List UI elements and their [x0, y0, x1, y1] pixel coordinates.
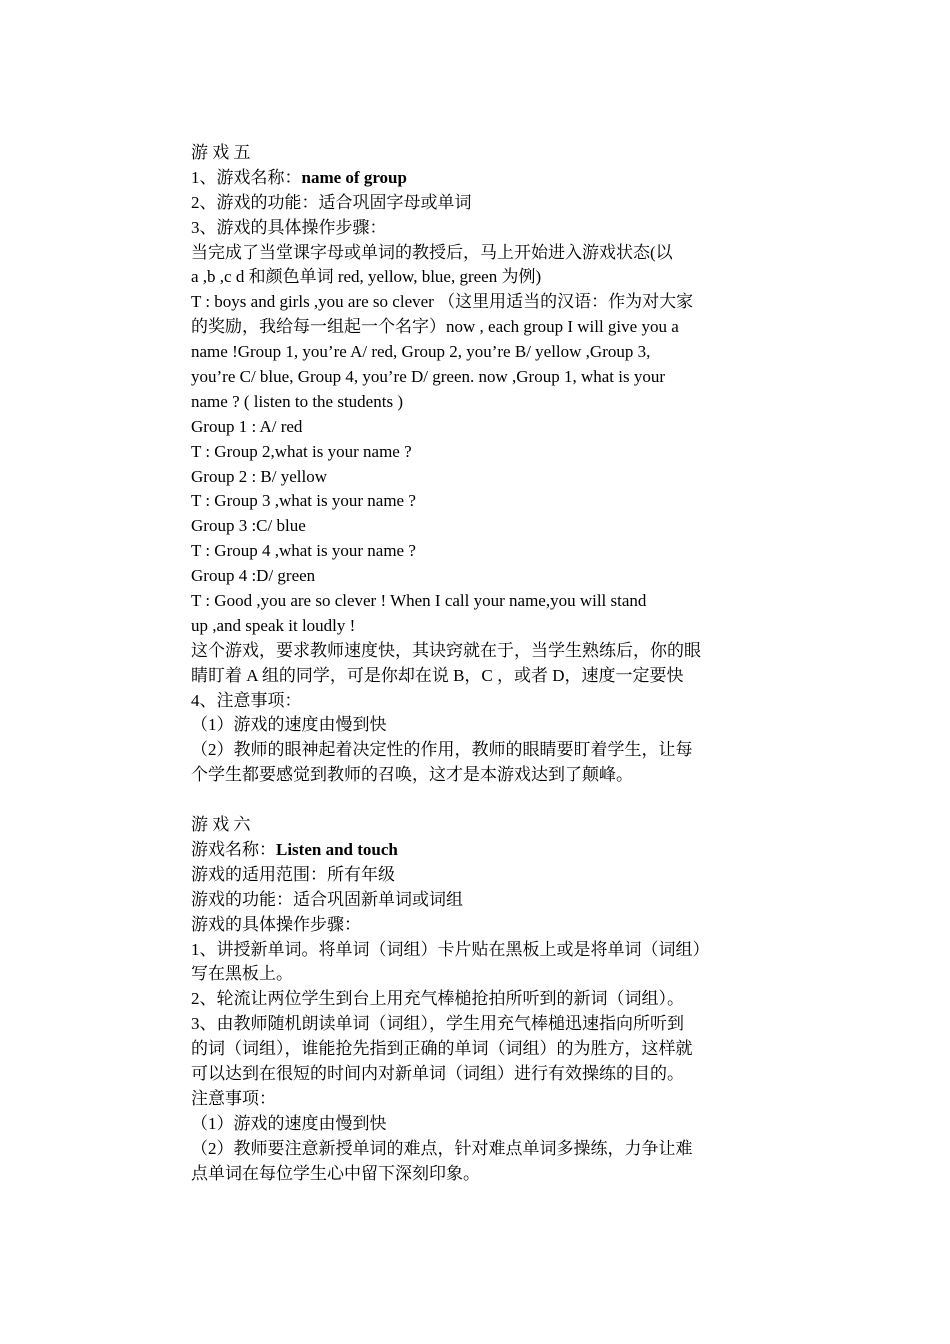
- game5-title: 游 戏 五: [191, 143, 251, 162]
- game5-name-value: name of group: [301, 167, 407, 187]
- text-line: 游戏的具体操作步骤：: [191, 914, 361, 934]
- text-line: 4、注意事项：: [191, 690, 302, 710]
- game5-steps-heading: 3、游戏的具体操作步骤：: [191, 217, 387, 237]
- text-line: 写在黑板上。: [191, 964, 293, 984]
- text-line: T : boys and girls ,you are so clever （这里用适当的汉语：作为对大家: [191, 292, 694, 312]
- text-line: name ? ( listen to the students ): [191, 391, 403, 411]
- text-line: Group 1 : A/ red: [191, 416, 303, 436]
- text-line: T : Group 3 ,what is your name ?: [191, 491, 416, 511]
- game6-body: [191, 863, 771, 1187]
- text-line: 1、讲授新单词。将单词（词组）卡片贴在黑板上或是将单词（词组）: [191, 939, 710, 959]
- text-line: Group 3 :C/ blue: [191, 516, 306, 536]
- text-line: 这个游戏，要求教师速度快，其诀窍就在于，当学生熟练后，你的眼: [191, 640, 701, 660]
- text-line: Group 2 : B/ yellow: [191, 466, 327, 486]
- text-line: T : Group 4 ,what is your name ?: [191, 541, 416, 561]
- document-page: [191, 141, 771, 1186]
- text-line: 游戏的功能：适合巩固新单词或词组: [191, 889, 463, 909]
- text-line: 个学生都要感觉到教师的召唤，这才是本游戏达到了颠峰。: [191, 765, 633, 785]
- game5-name-prefix: 1、游戏名称：: [191, 167, 302, 187]
- text-line: 的奖励，我给每一组起一个名字）now , each group I will give you a: [191, 317, 679, 337]
- game6-name-prefix: 游戏名称：: [191, 839, 276, 859]
- text-line: 游戏的适用范围：所有年级: [191, 864, 395, 884]
- text-line: a ,b ,c d 和颜色单词 red, yellow, blue, green 为例): [191, 267, 542, 287]
- text-line: （2）教师的眼神起着决定性的作用，教师的眼睛要盯着学生，让每: [191, 740, 693, 760]
- section-gap: [191, 788, 771, 813]
- text-line: 可以达到在很短的时间内对新单词（词组）进行有效操练的目的。: [191, 1063, 684, 1083]
- text-line: 3、由教师随机朗读单词（词组），学生用充气棒槌迅速指向所听到: [191, 1014, 684, 1034]
- text-line: 的词（词组），谁能抢先指到正确的单词（词组）的为胜方，这样就: [191, 1039, 693, 1059]
- game6-title: 游 戏 六: [191, 815, 251, 835]
- text-line: （2）教师要注意新授单词的难点，针对难点单词多操练，力争让难: [191, 1138, 693, 1158]
- text-line: up ,and speak it loudly !: [191, 615, 356, 635]
- game6-name-value: Listen and touch: [276, 839, 398, 859]
- game6-name-line: [191, 838, 771, 863]
- game5-name-line: [191, 166, 771, 191]
- text-line: 睛盯着 A 组的同学，可是你却在说 B，C ，或者 D，速度一定要快: [191, 665, 684, 685]
- text-line: 2、轮流让两位学生到台上用充气棒槌抢拍所听到的新词（词组）。: [191, 989, 684, 1009]
- text-line: you’re C/ blue, Group 4, you’re D/ green. now ,Group 1, what is your: [191, 367, 666, 387]
- text-line: Group 4 :D/ green: [191, 566, 316, 586]
- text-line: （1）游戏的速度由慢到快: [191, 715, 387, 735]
- text-line: 当完成了当堂课字母或单词的教授后，马上开始进入游戏状态(以: [191, 242, 673, 262]
- text-line: T : Group 2,what is your name ?: [191, 441, 412, 461]
- text-line: （1）游戏的速度由慢到快: [191, 1113, 387, 1133]
- game5-function: 2、游戏的功能：适合巩固字母或单词: [191, 192, 472, 212]
- text-line: name !Group 1, you’re A/ red, Group 2, you’re B/ yellow ,Group 3,: [191, 342, 651, 362]
- text-line: 注意事项：: [191, 1088, 276, 1108]
- text-line: T : Good ,you are so clever ! When I call your name,you will stand: [191, 591, 647, 611]
- game5-body: [191, 241, 771, 789]
- text-line: 点单词在每位学生心中留下深刻印象。: [191, 1163, 480, 1183]
